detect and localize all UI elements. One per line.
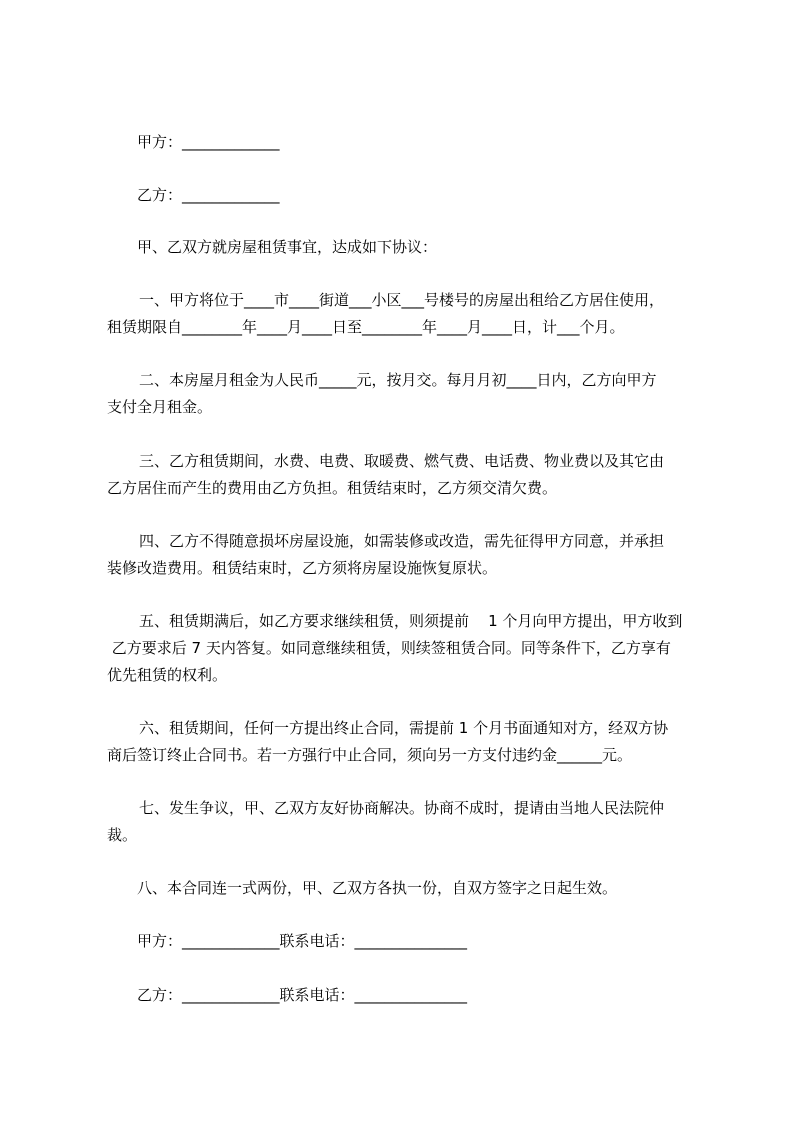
signature-party-a: 甲方：_____________联系电话：_______________ xyxy=(137,932,468,950)
clause-7-line-1: 七、发生争议，甲、乙双方友好协商解决。协商不成时，提请由当地人民法院仲 xyxy=(139,799,665,817)
clause-8-line: 八、本合同连一式两份，甲、乙双方各执一份，自双方签字之日起生效。 xyxy=(137,879,618,897)
clause-1-line-1: 一、甲方将位于____市____街道___小区___号楼号的房屋出租给乙方居住使用， xyxy=(139,291,665,309)
clause-2-line-1: 二、本房屋月租金为人民币_____元，按月交。每月月初____日内，乙方向甲方 xyxy=(139,371,657,389)
intro-line: 甲、乙双方就房屋租赁事宜，达成如下协议： xyxy=(137,238,438,256)
signature-party-b: 乙方：_____________联系电话：_______________ xyxy=(137,986,468,1004)
clause-1-line-2: 租赁期限自________年____月____日至________年____月____日，计___个月。 xyxy=(107,318,625,336)
clause-5-line-1: 五、租赁期满后，如乙方要求继续租赁，则须提前 1 个月向甲方提出，甲方收到 xyxy=(139,612,683,630)
clause-5-line-2: 乙方要求后 7 天内答复。如同意继续租赁，则续签租赁合同。同等条件下，乙方享有 xyxy=(107,639,671,657)
clause-3-line-2: 乙方居住而产生的费用由乙方负担。租赁结束时，乙方须交清欠费。 xyxy=(107,479,558,497)
party-b-line: 乙方：_____________ xyxy=(137,186,280,204)
party-a-line: 甲方：_____________ xyxy=(137,133,280,151)
clause-5-line-3: 优先租赁的权利。 xyxy=(107,666,228,684)
clause-3-line-1: 三、乙方租赁期间，水费、电费、取暖费、燃气费、电话费、物业费以及其它由 xyxy=(139,452,665,470)
clause-4-line-2: 装修改造费用。租赁结束时，乙方须将房屋设施恢复原状。 xyxy=(107,559,498,577)
clause-2-line-2: 支付全月租金。 xyxy=(107,398,213,416)
clause-4-line-1: 四、乙方不得随意损坏房屋设施，如需装修或改造，需先征得甲方同意，并承担 xyxy=(139,532,665,550)
clause-7-line-2: 裁。 xyxy=(107,826,138,844)
clause-6-line-1: 六、租赁期间，任何一方提出终止合同，需提前 1 个月书面通知对方，经双方协 xyxy=(139,719,669,737)
clause-6-line-2: 商后签订终止合同书。若一方强行中止合同，须向另一方支付违约金______元。 xyxy=(107,746,633,764)
